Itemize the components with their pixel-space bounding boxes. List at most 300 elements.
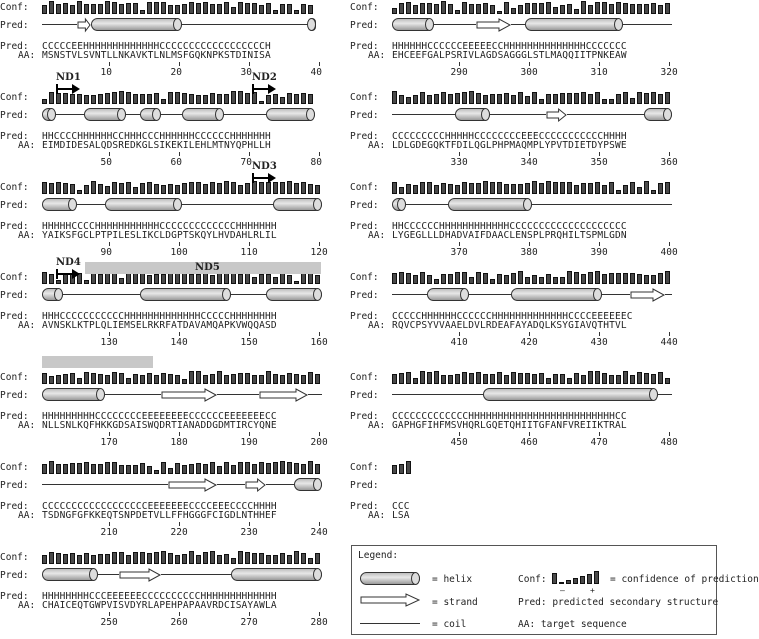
confidence-bar	[665, 271, 670, 284]
confidence-bar	[616, 94, 621, 104]
confidence-bar	[427, 372, 432, 384]
confidence-bar	[266, 463, 271, 474]
confidence-bar	[567, 93, 572, 104]
confidence-bar	[119, 183, 124, 194]
coil-segment	[182, 24, 308, 25]
confidence-bar	[91, 555, 96, 564]
confidence-bar	[238, 185, 243, 194]
confidence-bar	[133, 374, 138, 384]
confidence-bar	[168, 374, 173, 384]
confidence-bar	[308, 94, 313, 104]
tick-mark	[249, 612, 250, 616]
strand-segment	[168, 479, 217, 490]
strand-segment	[119, 569, 161, 580]
pred-seq-label: Pred:	[0, 501, 29, 512]
confidence-bar	[434, 4, 439, 14]
confidence-bar	[273, 94, 278, 104]
confidence-bar	[546, 2, 551, 14]
aa-label: AA:	[18, 510, 36, 521]
tick-label: 90	[100, 247, 112, 258]
confidence-bar	[392, 273, 397, 284]
pred-sequence: HHHHHCCCCHHHHHHHHHHHCCCCCCCCCCCCCHHHHHHH	[42, 221, 277, 232]
confidence-bar	[91, 95, 96, 104]
domain-label: ND5	[195, 262, 220, 273]
confidence-bar	[42, 5, 47, 14]
tick-mark	[249, 332, 250, 336]
confidence-bar	[406, 2, 411, 14]
confidence-bars	[392, 371, 676, 384]
coil-segment	[42, 24, 77, 25]
confidence-bar	[112, 462, 117, 474]
confidence-bar	[154, 2, 159, 14]
confidence-bar	[539, 277, 544, 284]
tick-mark	[319, 432, 320, 436]
confidence-bar	[112, 372, 117, 384]
confidence-bar	[553, 182, 558, 194]
confidence-bar	[574, 93, 579, 104]
confidence-bars	[42, 551, 326, 564]
confidence-bar	[98, 184, 103, 194]
confidence-bar	[462, 182, 467, 194]
confidence-bar	[483, 374, 488, 384]
legend-plus: +	[590, 586, 595, 595]
confidence-bar	[98, 274, 103, 284]
pred-seq-label: Pred:	[0, 131, 29, 142]
confidence-bar	[98, 94, 103, 104]
confidence-bar	[42, 272, 47, 284]
confidence-bar	[98, 554, 103, 564]
pred-sequence: HHCCCCCCHHHHHHHHHHHHCCCCCCCCCCCCCCCCCCCC	[392, 221, 627, 232]
conf-label: Conf:	[0, 182, 29, 193]
confidence-bar	[294, 281, 299, 284]
confidence-bar	[259, 274, 264, 284]
confidence-bar	[483, 95, 488, 104]
confidence-bar	[217, 555, 222, 564]
confidence-bar	[511, 273, 516, 284]
helix-segment	[105, 198, 182, 211]
confidence-bar	[245, 552, 250, 564]
confidence-bar	[462, 92, 467, 104]
confidence-bar	[476, 93, 481, 104]
confidence-bar	[609, 375, 614, 384]
confidence-bar	[595, 371, 600, 384]
legend-pred-desc: Pred: predicted secondary structure	[518, 597, 719, 608]
tick-mark	[179, 242, 180, 246]
confidence-bar	[630, 182, 635, 194]
confidence-bar	[497, 372, 502, 384]
confidence-bar	[175, 375, 180, 384]
sequence-block	[0, 461, 350, 547]
confidence-bar	[70, 463, 75, 474]
confidence-bar	[70, 553, 75, 564]
confidence-bar	[77, 463, 82, 474]
confidence-bar	[581, 274, 586, 284]
pred-sequence: CCC	[392, 501, 410, 512]
aa-label: AA:	[18, 420, 36, 431]
pred-label: Pred:	[0, 480, 29, 491]
sequence-block	[350, 371, 700, 457]
confidence-bar	[623, 371, 628, 384]
tick-label: 370	[450, 247, 468, 258]
confidence-bar	[49, 552, 54, 564]
confidence-bar	[574, 272, 579, 284]
tick-mark	[459, 152, 460, 156]
helix-segment	[266, 288, 322, 301]
confidence-bar	[406, 372, 411, 384]
helix-segment	[182, 108, 224, 121]
confidence-bar	[133, 94, 138, 104]
tick-mark	[599, 242, 600, 246]
confidence-bar	[504, 275, 509, 284]
tick-label: 340	[520, 157, 538, 168]
confidence-bar	[287, 93, 292, 104]
confidence-bar	[161, 185, 166, 194]
confidence-bar	[63, 93, 68, 104]
confidence-bar	[392, 182, 397, 194]
confidence-bar	[574, 373, 579, 384]
confidence-bar	[133, 552, 138, 564]
conf-label: Conf:	[350, 2, 379, 13]
confidence-bar	[147, 94, 152, 104]
tick-mark	[669, 152, 670, 156]
tick-label: 360	[660, 157, 678, 168]
coil-segment	[567, 114, 644, 115]
confidence-bar	[658, 372, 663, 384]
confidence-bar	[63, 464, 68, 474]
confidence-bar	[602, 99, 607, 104]
tick-label: 210	[100, 527, 118, 538]
confidence-bar	[609, 182, 614, 194]
confidence-bar	[644, 181, 649, 194]
confidence-bar	[525, 3, 530, 14]
pred-sequence: CCCCCEEHHHHHHHHHHHHHCCCCCCCCCCCCCCCCCCH	[42, 41, 271, 52]
coil-segment	[308, 394, 322, 395]
predicted-structure-track	[42, 108, 315, 122]
confidence-bar	[217, 4, 222, 14]
tick-mark	[179, 432, 180, 436]
confidence-bar	[469, 183, 474, 194]
strand-segment	[546, 109, 567, 120]
coil-segment	[224, 114, 266, 115]
confidence-bar	[56, 182, 61, 194]
confidence-bar	[560, 374, 565, 384]
helix-segment	[140, 288, 231, 301]
legend-helix-label: = helix	[432, 574, 473, 585]
confidence-bar	[140, 375, 145, 384]
confidence-bar	[252, 553, 257, 564]
confidence-bar	[413, 5, 418, 14]
confidence-bar	[182, 183, 187, 194]
confidence-bar	[273, 374, 278, 384]
confidence-bar	[308, 461, 313, 474]
confidence-bar	[301, 182, 306, 194]
coil-segment	[217, 484, 245, 485]
tick-mark	[109, 152, 110, 156]
helix-segment	[392, 18, 434, 31]
confidence-bar	[196, 555, 201, 564]
coil-segment	[161, 574, 231, 575]
confidence-bar	[476, 372, 481, 384]
confidence-bar	[168, 5, 173, 14]
domain-label: ND2	[252, 72, 277, 83]
confidence-bar	[231, 374, 236, 384]
confidence-bar	[609, 273, 614, 284]
confidence-bar	[504, 375, 509, 384]
confidence-bar	[602, 2, 607, 14]
confidence-bar	[434, 185, 439, 194]
confidence-bar	[420, 92, 425, 104]
confidence-bar	[105, 462, 110, 474]
confidence-bar	[504, 184, 509, 194]
confidence-bar	[644, 93, 649, 104]
confidence-bar	[280, 97, 285, 104]
confidence-bar	[224, 94, 229, 104]
confidence-bar	[231, 182, 236, 194]
confidence-bar	[273, 555, 278, 564]
confidence-bar	[637, 187, 642, 194]
confidence-bar	[637, 4, 642, 14]
confidence-bar	[84, 372, 89, 384]
tick-mark	[249, 62, 250, 66]
confidence-bar	[119, 91, 124, 104]
tick-mark	[109, 242, 110, 246]
tick-label: 100	[170, 247, 188, 258]
predicted-structure-track	[392, 198, 672, 212]
conf-label: Conf:	[0, 372, 29, 383]
confidence-bar	[287, 275, 292, 284]
confidence-bar	[203, 95, 208, 104]
confidence-bar	[119, 4, 124, 14]
tick-label: 50	[100, 157, 112, 168]
tick-mark	[529, 432, 530, 436]
confidence-bar	[532, 92, 537, 104]
confidence-bar	[266, 371, 271, 384]
confidence-bar	[651, 3, 656, 14]
aa-label: AA:	[368, 50, 386, 61]
confidence-bar	[413, 95, 418, 104]
confidence-bar	[301, 464, 306, 474]
tick-mark	[319, 612, 320, 616]
confidence-bar	[511, 184, 516, 194]
tick-label: 420	[520, 337, 538, 348]
confidence-bar	[231, 465, 236, 474]
confidence-bar	[217, 371, 222, 384]
aa-sequence: NLLSNLKQFHKKGDSAISWQDRTIANADDGDMTIRCYQNE	[42, 420, 277, 431]
helix-segment	[308, 18, 316, 31]
confidence-bar	[259, 553, 264, 564]
confidence-bar	[294, 183, 299, 194]
confidence-bar	[616, 273, 621, 284]
confidence-bar	[441, 274, 446, 284]
confidence-bars	[392, 461, 417, 474]
aa-sequence: GAPHGFIHFMSVHQRLGQETQHIITGFANFVREIIKTRAL	[392, 420, 627, 431]
coil-segment	[77, 204, 105, 205]
confidence-bar	[637, 274, 642, 284]
tick-label: 440	[660, 337, 678, 348]
confidence-bar	[56, 375, 61, 384]
sequence-block	[350, 91, 700, 177]
strand-segment	[259, 389, 308, 400]
confidence-bar	[175, 463, 180, 474]
legend-helix-icon	[360, 572, 420, 585]
conf-label: Conf:	[0, 92, 29, 103]
coil-segment	[266, 484, 294, 485]
confidence-bar	[217, 466, 222, 474]
confidence-bar	[273, 10, 278, 14]
helix-segment	[448, 198, 532, 211]
legend-title: Legend:	[358, 550, 399, 561]
confidence-bar	[427, 95, 432, 104]
helix-segment	[511, 288, 602, 301]
confidence-bar	[665, 378, 670, 384]
pred-sequence: HHHCCCCCCCCCCCHHHHHHHHHHHHHCCCCCHHHHHHHH	[42, 311, 277, 322]
confidence-bar	[532, 275, 537, 284]
pred-sequence: HHHHHHHHHCCCCCCCCEEEEEEEECCCCCCEEEEEEECC	[42, 411, 277, 422]
confidence-bar	[84, 280, 89, 284]
coil-segment	[231, 294, 266, 295]
tick-mark	[459, 432, 460, 436]
confidence-bars	[42, 181, 326, 194]
confidence-bar	[238, 462, 243, 474]
tick-label: 300	[520, 67, 538, 78]
conf-label: Conf:	[350, 462, 379, 473]
tick-mark	[319, 522, 320, 526]
confidence-bar	[266, 555, 271, 564]
confidence-bar	[49, 1, 54, 14]
confidence-bar	[392, 374, 397, 384]
aa-label: AA:	[368, 230, 386, 241]
conf-label: Conf:	[350, 272, 379, 283]
helix-segment	[427, 288, 469, 301]
confidence-bar	[77, 94, 82, 104]
confidence-bar	[490, 5, 495, 14]
confidence-bar	[63, 3, 68, 14]
confidence-bar	[294, 551, 299, 564]
confidence-bar	[581, 92, 586, 104]
confidence-bar	[490, 374, 495, 384]
confidence-bar	[406, 461, 411, 474]
confidence-bar	[616, 375, 621, 384]
pred-seq-label: Pred:	[350, 221, 379, 232]
confidence-bar	[427, 182, 432, 194]
tick-label: 330	[450, 157, 468, 168]
confidence-bar	[231, 7, 236, 14]
confidence-bar	[448, 274, 453, 284]
confidence-bar	[588, 94, 593, 104]
confidence-bar	[588, 5, 593, 14]
confidence-bar	[56, 93, 61, 104]
coil-segment	[217, 394, 259, 395]
confidence-bar	[462, 2, 467, 14]
conf-label: Conf:	[0, 2, 29, 13]
confidence-bar	[112, 2, 117, 14]
legend-strand-label: = strand	[432, 597, 478, 608]
confidence-bar	[168, 184, 173, 194]
predicted-structure-track	[42, 388, 322, 402]
confidence-bar	[112, 552, 117, 564]
tick-mark	[249, 432, 250, 436]
confidence-bar	[294, 10, 299, 14]
confidence-bar	[147, 182, 152, 194]
confidence-bar	[224, 2, 229, 14]
domain-label: ND4	[56, 257, 81, 268]
confidence-bar	[42, 99, 47, 104]
confidence-bar	[623, 92, 628, 104]
confidence-bar	[546, 181, 551, 194]
confidence-bar	[469, 277, 474, 284]
tick-label: 170	[100, 437, 118, 448]
confidence-bars	[392, 271, 676, 284]
confidence-bar	[42, 373, 47, 384]
confidence-bar	[455, 272, 460, 284]
tick-mark	[109, 432, 110, 436]
tick-label: 190	[240, 437, 258, 448]
confidence-bar	[182, 554, 187, 564]
confidence-bar	[147, 466, 152, 474]
confidence-bar	[287, 462, 292, 474]
helix-segment	[294, 478, 322, 491]
confidence-bar	[532, 374, 537, 384]
legend-aa-desc: AA: target sequence	[518, 619, 627, 630]
confidence-bar	[434, 279, 439, 284]
confidence-bar	[525, 277, 530, 284]
tick-label: 200	[310, 437, 328, 448]
confidence-bar	[133, 187, 138, 194]
confidence-bar	[280, 375, 285, 384]
confidence-bar	[518, 184, 523, 194]
confidence-bar	[98, 4, 103, 14]
helix-segment	[455, 108, 490, 121]
confidence-bar	[203, 552, 208, 564]
aa-label: AA:	[368, 140, 386, 151]
confidence-bars	[392, 181, 676, 194]
sequence-block	[0, 91, 350, 177]
confidence-bar	[595, 92, 600, 104]
coil-segment	[658, 394, 672, 395]
confidence-bar	[63, 374, 68, 384]
aa-sequence: LYGEGLLLDHADVAIFDAACLENSPLPRQHILTSPMLGDN	[392, 230, 627, 241]
tick-label: 140	[170, 337, 188, 348]
confidence-bar	[399, 3, 404, 14]
predicted-structure-track	[392, 288, 672, 302]
tick-label: 460	[520, 437, 538, 448]
tick-label: 270	[240, 617, 258, 628]
confidence-bar	[126, 3, 131, 14]
confidence-bar	[308, 558, 313, 564]
confidence-bar	[245, 373, 250, 384]
tick-mark	[529, 152, 530, 156]
confidence-bar	[189, 371, 194, 384]
confidence-bar	[91, 181, 96, 194]
confidence-bar	[91, 373, 96, 384]
confidence-bar	[427, 3, 432, 14]
confidence-bar	[476, 4, 481, 14]
confidence-bar	[147, 2, 152, 14]
tick-mark	[599, 432, 600, 436]
confidence-bar	[196, 463, 201, 474]
confidence-bar	[266, 182, 271, 194]
nd5-region-bar-continued	[42, 356, 153, 368]
confidence-bar	[140, 463, 145, 474]
coil-segment	[161, 114, 182, 115]
tick-mark	[179, 152, 180, 156]
confidence-bar	[399, 95, 404, 104]
confidence-bar	[476, 183, 481, 194]
confidence-bar	[399, 464, 404, 474]
confidence-bar	[315, 374, 320, 384]
tick-mark	[529, 62, 530, 66]
confidence-bar	[595, 182, 600, 194]
